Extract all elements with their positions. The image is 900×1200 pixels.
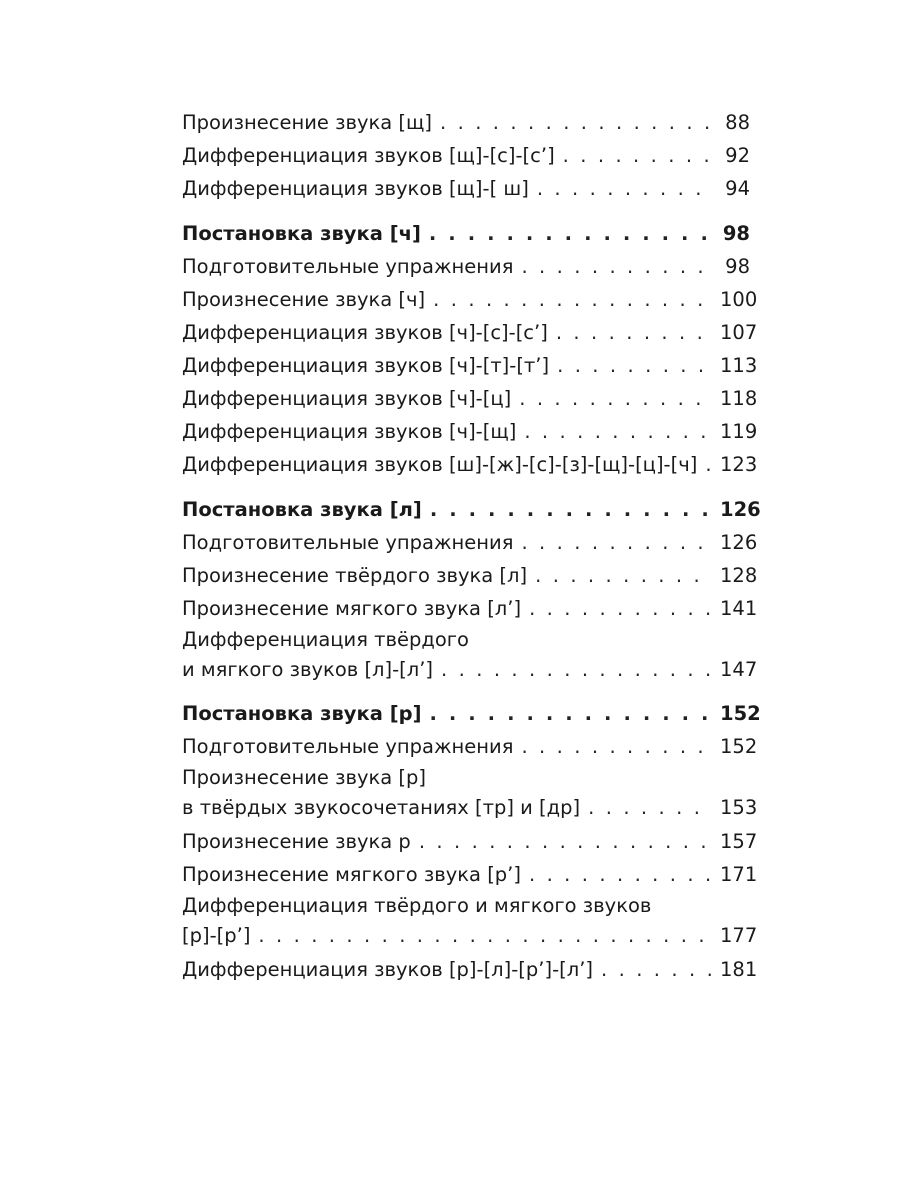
toc-page-number: 157 xyxy=(720,830,758,853)
dot-leader xyxy=(441,655,712,685)
toc-entry[interactable] xyxy=(182,415,758,448)
toc-entry-title-line2: и мягкого звуков [л]-[л’] xyxy=(182,658,434,681)
toc-entry-title: Произнесение мягкого звука [л’] xyxy=(182,597,522,620)
toc-entry-title: Подготовительные упражнения xyxy=(182,255,514,278)
toc-page-number: 126 xyxy=(720,498,761,521)
toc-entry[interactable] xyxy=(182,250,750,283)
toc-section-heading[interactable] xyxy=(182,217,750,250)
toc-entry-title: Произнесение звука [щ] xyxy=(182,111,433,134)
toc-entry-title-line2: в твёрдых звукосочетаниях [тр] и [др] xyxy=(182,796,581,819)
toc-entry-title-line1: Дифференциация твёрдого и мягкого звуков xyxy=(182,894,652,917)
toc-page-number: 118 xyxy=(720,387,758,410)
toc-page-number: 113 xyxy=(720,354,758,377)
dot-leader xyxy=(524,415,712,448)
toc-entry-title-line1: Произнесение звука [р] xyxy=(182,766,427,789)
toc-entry-multiline[interactable] xyxy=(182,763,758,823)
toc-page-number: 141 xyxy=(720,597,758,620)
dot-leader xyxy=(429,697,712,730)
dot-leader xyxy=(419,825,712,858)
dot-leader xyxy=(521,526,712,559)
toc-entry[interactable] xyxy=(182,448,758,481)
toc-section-heading[interactable] xyxy=(182,493,761,526)
toc-page-number: 100 xyxy=(720,288,758,311)
table-of-contents xyxy=(182,106,761,986)
dot-leader xyxy=(433,283,712,316)
toc-page-number: 123 xyxy=(720,453,758,476)
toc-entry[interactable] xyxy=(182,953,758,986)
section-gap xyxy=(182,481,750,493)
toc-entry-title-line2: [р]-[р’] xyxy=(182,924,251,947)
toc-page-number: 98 xyxy=(722,222,750,245)
toc-page-number: 107 xyxy=(720,321,758,344)
toc-section-heading[interactable] xyxy=(182,697,761,730)
toc-entry[interactable] xyxy=(182,349,758,382)
toc-page-number: 119 xyxy=(720,420,758,443)
toc-entry[interactable] xyxy=(182,526,758,559)
dot-leader xyxy=(529,858,712,891)
toc-entry[interactable] xyxy=(182,139,750,172)
toc-page-number: 153 xyxy=(720,796,758,819)
toc-entry[interactable] xyxy=(182,106,750,139)
toc-entry-title: Дифференциация звуков [щ]-[с]-[с’] xyxy=(182,144,555,167)
toc-entry[interactable] xyxy=(182,382,758,415)
toc-page-number: 98 xyxy=(725,255,750,278)
dot-leader xyxy=(521,250,712,283)
toc-entry-title: Дифференциация звуков [ч]-[т]-[т’] xyxy=(182,354,550,377)
dot-leader xyxy=(440,106,712,139)
toc-page-number: 181 xyxy=(720,958,758,981)
toc-entry[interactable] xyxy=(182,316,758,349)
dot-leader xyxy=(430,493,712,526)
dot-leader xyxy=(557,349,712,382)
toc-page-number: 152 xyxy=(720,735,758,758)
dot-leader xyxy=(521,730,712,763)
toc-page-number: 128 xyxy=(720,564,758,587)
toc-page-number: 126 xyxy=(720,531,758,554)
toc-entry[interactable] xyxy=(182,283,758,316)
toc-entry-title: Дифференциация звуков [ч]-[щ] xyxy=(182,420,517,443)
dot-leader xyxy=(529,592,712,625)
toc-page-number: 94 xyxy=(725,177,750,200)
dot-leader xyxy=(705,448,712,481)
toc-entry[interactable] xyxy=(182,559,758,592)
toc-entry-title-line1: Дифференциация твёрдого xyxy=(182,628,469,651)
toc-page-number: 147 xyxy=(720,658,758,681)
toc-entry[interactable] xyxy=(182,858,758,891)
section-gap xyxy=(182,685,750,697)
toc-entry-title: Дифференциация звуков [ш]-[ж]-[с]-[з]-[щ]-[ц]-[ч] xyxy=(182,453,698,476)
toc-page-number: 88 xyxy=(725,111,750,134)
toc-entry-title: Дифференциация звуков [щ]-[ ш] xyxy=(182,177,529,200)
toc-page-number: 177 xyxy=(720,924,758,947)
toc-entry-title: Произнесение звука р xyxy=(182,830,411,853)
dot-leader xyxy=(519,382,712,415)
toc-section-title: Постановка звука [л] xyxy=(182,498,422,521)
toc-section-title: Постановка звука [р] xyxy=(182,702,422,725)
toc-entry-title: Дифференциация звуков [ч]-[ц] xyxy=(182,387,512,410)
dot-leader xyxy=(537,172,712,205)
toc-page-number: 152 xyxy=(720,702,761,725)
dot-leader xyxy=(601,953,712,986)
toc-entry-title: Подготовительные упражнения xyxy=(182,735,514,758)
toc-entry[interactable] xyxy=(182,825,758,858)
dot-leader xyxy=(429,217,712,250)
dot-leader xyxy=(556,316,712,349)
section-gap xyxy=(182,205,750,217)
toc-entry-title: Подготовительные упражнения xyxy=(182,531,514,554)
toc-entry-title: Произнесение звука [ч] xyxy=(182,288,426,311)
toc-entry-title: Дифференциация звуков [ч]-[с]-[с’] xyxy=(182,321,548,344)
toc-entry[interactable] xyxy=(182,730,758,763)
toc-section-title: Постановка звука [ч] xyxy=(182,222,421,245)
dot-leader xyxy=(258,921,712,951)
toc-entry-title: Дифференциация звуков [р]-[л]-[р’]-[л’] xyxy=(182,958,593,981)
dot-leader xyxy=(535,559,712,592)
dot-leader xyxy=(588,793,712,823)
dot-leader xyxy=(563,139,712,172)
toc-entry-multiline[interactable] xyxy=(182,625,758,685)
toc-entry[interactable] xyxy=(182,172,750,205)
toc-entry-title: Произнесение твёрдого звука [л] xyxy=(182,564,528,587)
toc-entry-title: Произнесение мягкого звука [р’] xyxy=(182,863,521,886)
toc-entry-multiline[interactable] xyxy=(182,891,758,951)
toc-entry[interactable] xyxy=(182,592,758,625)
toc-page-number: 92 xyxy=(725,144,750,167)
toc-page-number: 171 xyxy=(720,863,758,886)
